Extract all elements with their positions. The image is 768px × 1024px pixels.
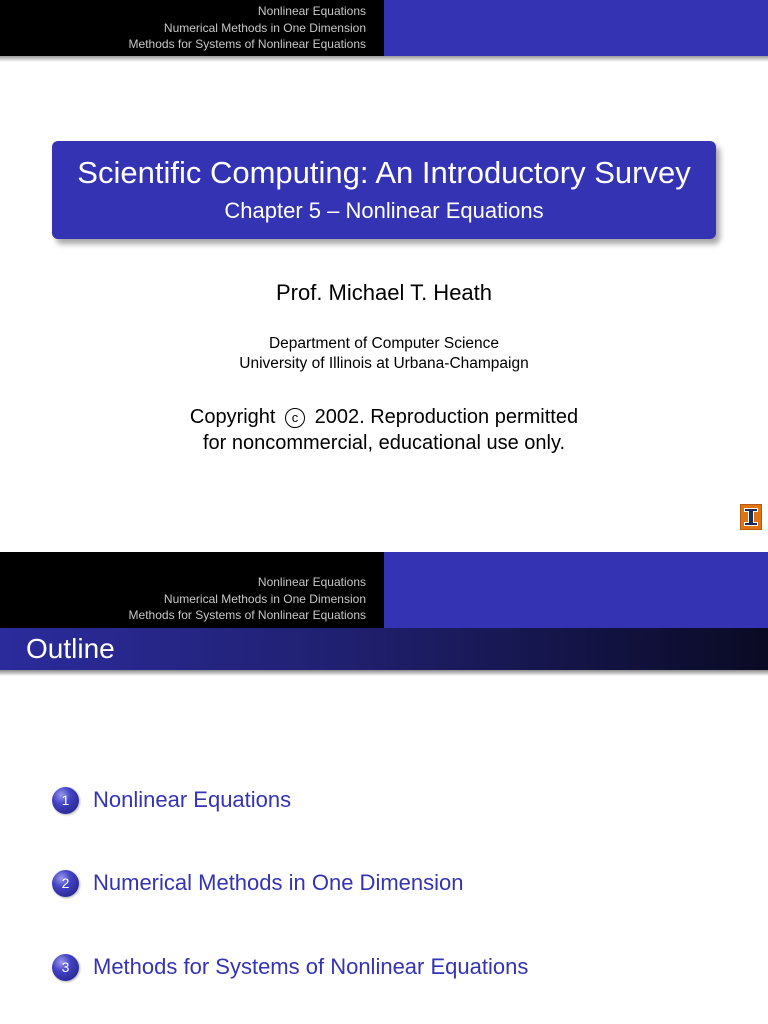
nav-link-systems[interactable]: Methods for Systems of Nonlinear Equations: [128, 37, 366, 52]
outline-item[interactable]: [52, 786, 291, 814]
presentation-title: Scientific Computing: An Introductory Survey: [77, 155, 691, 190]
outline-item[interactable]: [52, 869, 464, 897]
outline-item[interactable]: [52, 953, 528, 981]
title-block: [52, 141, 716, 239]
author-name: Prof. Michael T. Heath: [275, 280, 493, 305]
section-navigation: [0, 552, 768, 628]
section-navigation: [0, 0, 768, 56]
nav-link-systems[interactable]: Methods for Systems of Nonlinear Equations: [128, 608, 366, 623]
uiuc-block-i-logo-icon: [740, 504, 762, 530]
nav-shadow: [0, 56, 768, 62]
outline-number-ball-icon: 2: [52, 870, 79, 897]
nav-link-one-dimension[interactable]: Numerical Methods in One Dimension: [163, 591, 366, 606]
nav-link-nonlinear-equations[interactable]: Nonlinear Equations: [257, 575, 366, 590]
copyright-notice: [0, 404, 768, 456]
outline-item-label[interactable]: Nonlinear Equations: [93, 787, 292, 812]
nav-accent-panel: [384, 552, 768, 628]
nav-link-nonlinear-equations[interactable]: Nonlinear Equations: [257, 4, 366, 19]
outline-number-ball-icon: 1: [52, 787, 79, 814]
outline-item-label[interactable]: Methods for Systems of Nonlinear Equations: [93, 954, 529, 979]
affiliation: [0, 334, 768, 374]
copyright-line-2: for noncommercial, educational use only.: [202, 432, 566, 454]
outline-number-ball-icon: 3: [52, 954, 79, 981]
nav-accent-panel: [384, 0, 768, 56]
department: Department of Computer Science: [268, 335, 500, 352]
nav-link-one-dimension[interactable]: Numerical Methods in One Dimension: [163, 20, 366, 35]
frame-title-shadow: [0, 670, 768, 676]
section-nav-links: [0, 0, 384, 56]
university: University of Illinois at Urbana-Champaign: [239, 355, 529, 372]
outline-item-label[interactable]: Numerical Methods in One Dimension: [93, 870, 464, 895]
outline-slide: [0, 552, 768, 1024]
frame-title-bar: [0, 628, 768, 670]
section-nav-links: [0, 552, 384, 628]
presentation-subtitle: Chapter 5 – Nonlinear Equations: [224, 198, 544, 223]
frame-title: Outline: [26, 633, 115, 664]
copyright-suffix: 2002. Reproduction permitted: [314, 406, 579, 428]
copyright-prefix: Copyright: [189, 406, 276, 428]
copyright-symbol-icon: c: [285, 408, 305, 428]
